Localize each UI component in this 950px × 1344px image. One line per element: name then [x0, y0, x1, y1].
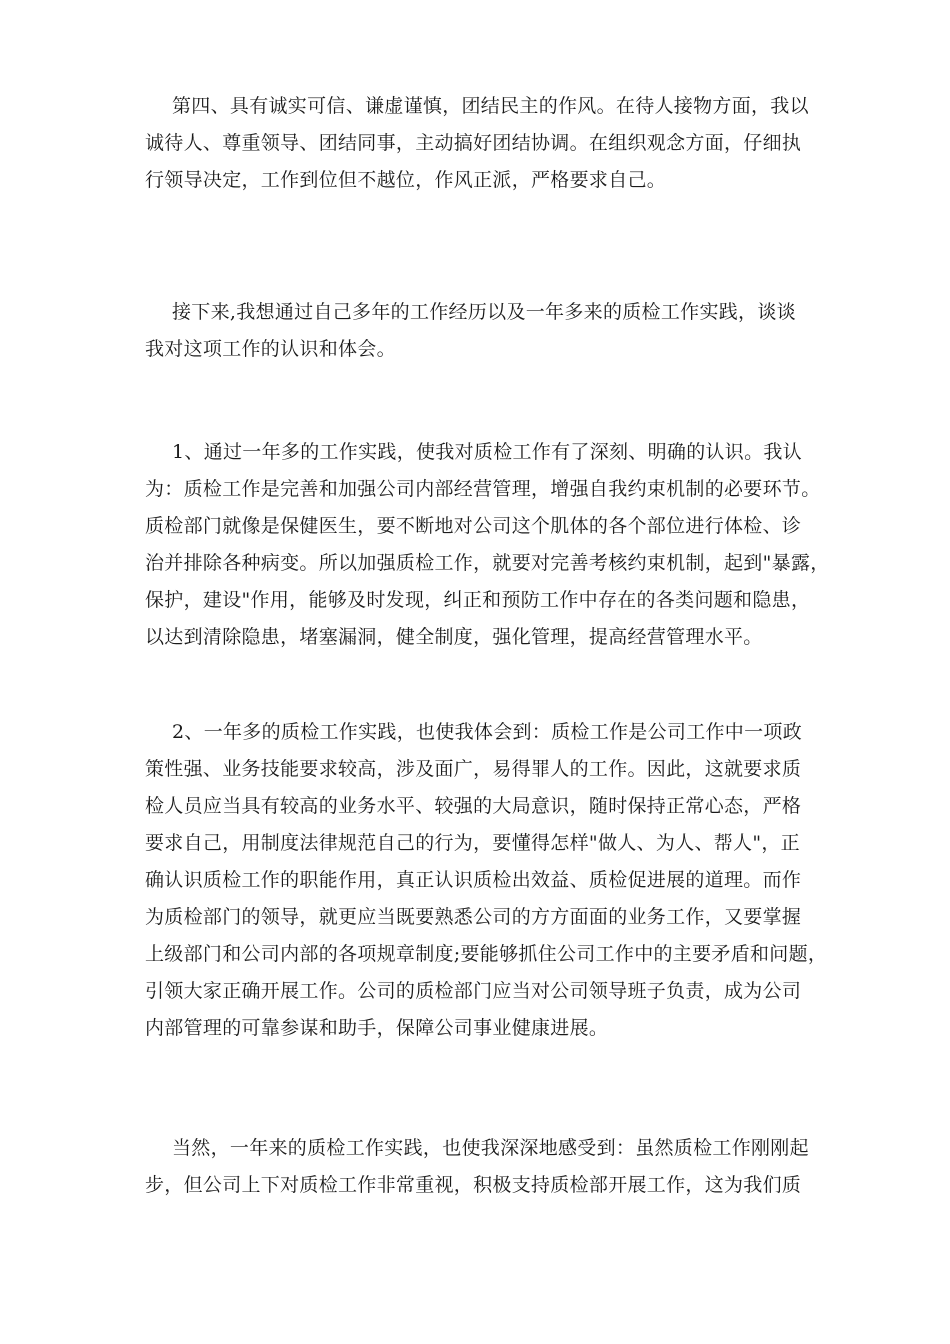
text-line: 内部管理的可靠参谋和助手，保障公司事业健康进展。	[145, 1017, 609, 1039]
paragraph-introduction	[145, 294, 825, 368]
paragraph-point-2	[145, 714, 828, 1047]
text-line: 1、通过一年多的工作实践，使我对质检工作有了深刻、明确的认识。我认	[172, 441, 802, 463]
text-line: 2、一年多的质检工作实践，也使我体会到：质检工作是公司工作中一项政	[172, 721, 802, 743]
text-line: 为质检部门的领导，就更应当既要熟悉公司的方方面面的业务工作，又要掌握	[145, 906, 802, 928]
text-line: 治并排除各种病变。所以加强质检工作，就要对完善考核约束机制，起到"暴露，	[145, 552, 830, 574]
text-line: 保护，建设"作用，能够及时发现，纠正和预防工作中存在的各类问题和隐患，	[145, 589, 811, 611]
paragraph-point-1	[145, 434, 830, 656]
text-line: 上级部门和公司内部的各项规章制度;要能够抓住公司工作中的主要矛盾和问题，	[145, 943, 828, 965]
text-line: 步，但公司上下对质检工作非常重视，积极支持质检部开展工作，这为我们质	[145, 1174, 802, 1196]
text-line: 检人员应当具有较高的业务水平、较强的大局意识，随时保持正常心态，严格	[145, 795, 802, 817]
text-line: 以达到清除隐患，堵塞漏洞，健全制度，强化管理，提高经营管理水平。	[145, 626, 763, 648]
text-line: 引领大家正确开展工作。公司的质检部门应当对公司领导班子负责，成为公司	[145, 980, 802, 1002]
paragraph-reflection	[145, 1130, 825, 1204]
text-line: 确认识质检工作的职能作用，真正认识质检出效益、质检促进展的道理。而作	[145, 869, 802, 891]
text-line: 为：质检工作是完善和加强公司内部经营管理，增强自我约束机制的必要环节。	[145, 478, 821, 500]
text-line: 策性强、业务技能要求较高，涉及面广，易得罪人的工作。因此，这就要求质	[145, 758, 802, 780]
text-line: 质检部门就像是保健医生，要不断地对公司这个肌体的各个部位进行体检、诊	[145, 515, 802, 537]
text-line: 行领导决定，工作到位但不越位，作风正派，严格要求自己。	[145, 169, 667, 191]
text-line: 当然，一年来的质检工作实践，也使我深深地感受到：虽然质检工作刚刚起	[172, 1137, 809, 1159]
text-line: 我对这项工作的认识和体会。	[145, 338, 396, 360]
text-line: 第四、具有诚实可信、谦虚谨慎，团结民主的作风。在待人接物方面，我以	[172, 95, 809, 117]
text-line: 要求自己，用制度法律规范自己的行为，要懂得怎样"做人、为人、帮人"，正	[145, 832, 800, 854]
paragraph-work-style	[145, 88, 825, 199]
text-line: 接下来,我想通过自己多年的工作经历以及一年多来的质检工作实践，谈谈	[172, 301, 796, 323]
text-line: 诚待人、尊重领导、团结同事，主动搞好团结协调。在组织观念方面，仔细执	[145, 132, 802, 154]
